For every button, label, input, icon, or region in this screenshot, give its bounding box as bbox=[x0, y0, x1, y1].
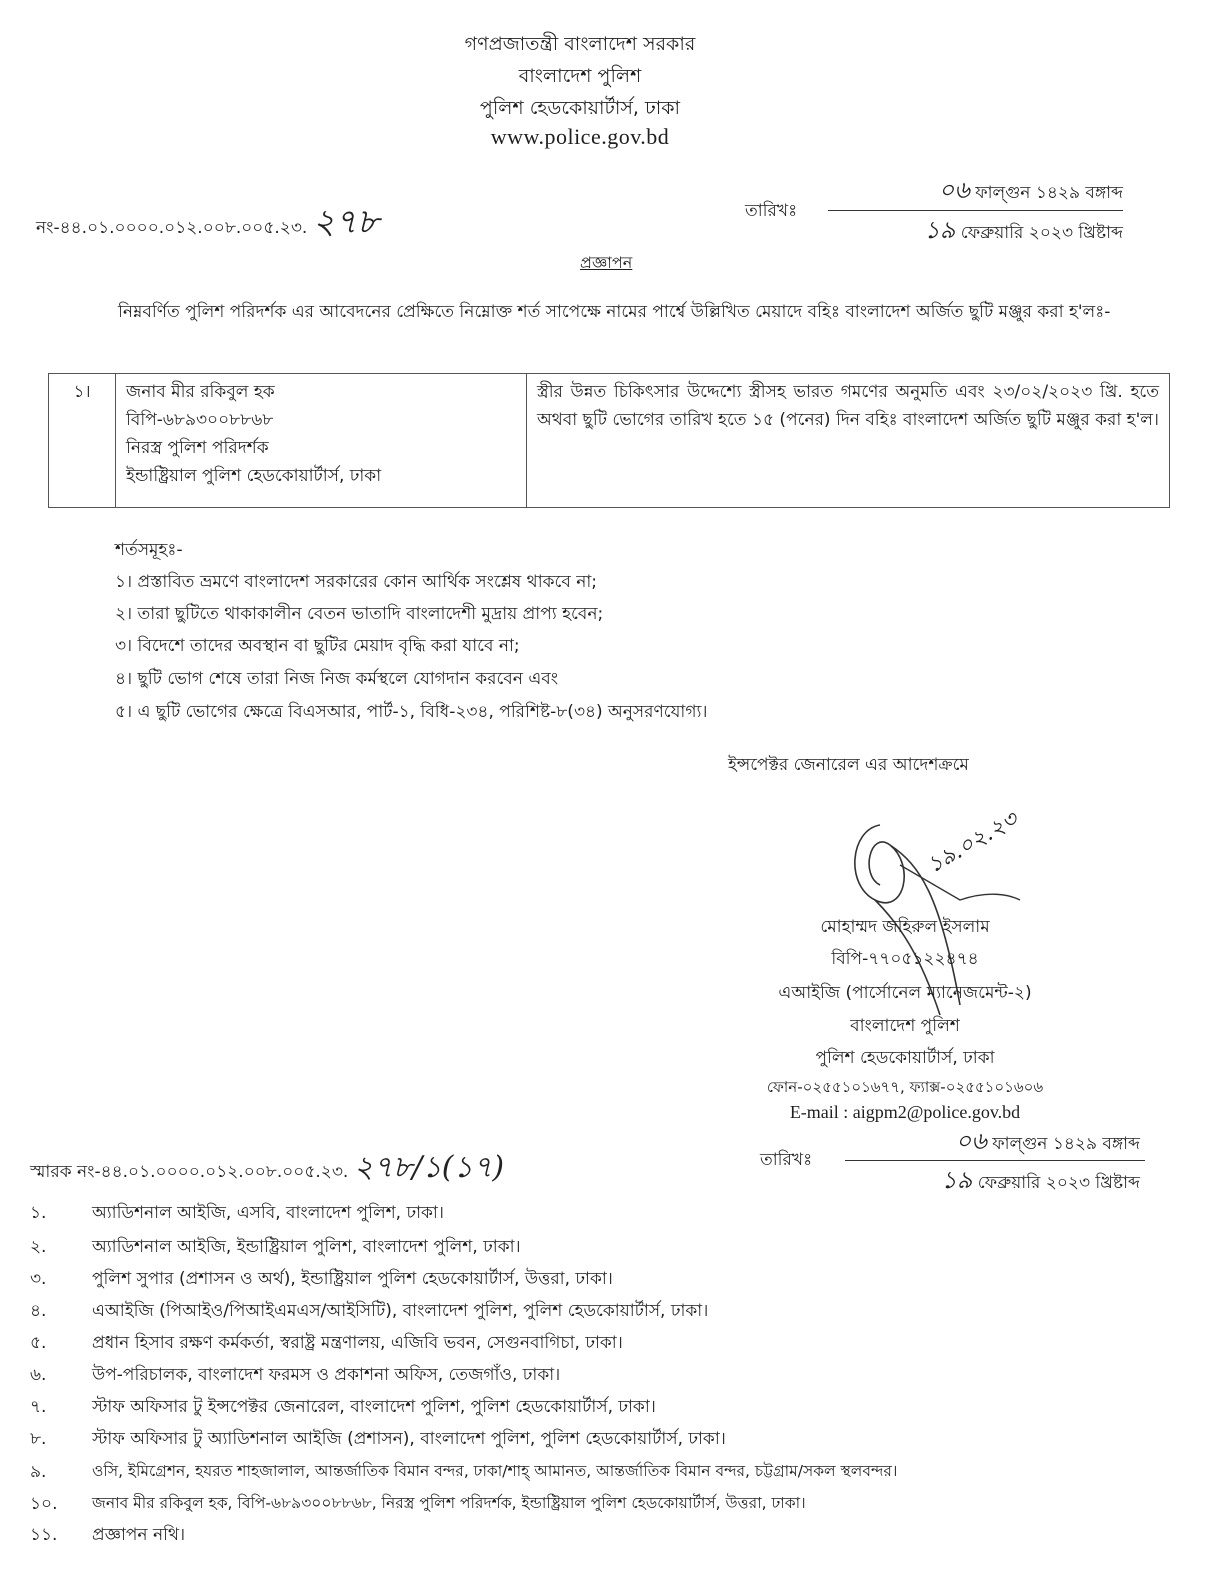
condition-item: ৫। এ ছুটি ভোগের ক্ষেত্রে বিএসআর, পার্ট-১, বিধি-২৩৪, পরিশিষ্ট-৮(৩৪) অনুসরণযোগ্য। bbox=[115, 702, 708, 722]
memo2-date-bangla bbox=[845, 1123, 1140, 1163]
memo-number bbox=[36, 196, 379, 253]
distribution-item: জনাব মীর রকিবুল হক, বিপি-৬৮৯৩০০৮৮৬৮, নিরস্ত্র পুলিশ পরিদর্শক, ইন্ডাষ্ট্রিয়াল পুলিশ হেডকোয়ার্টার্স, উত্তরা, ঢাকা। bbox=[92, 1494, 806, 1512]
date-divider bbox=[828, 210, 1123, 211]
signatory-designation: এআইজি (পার্সোনেল ম্যানেজমেন্ট-২) bbox=[778, 983, 1032, 1003]
distribution-item: ওসি, ইমিগ্রেশন, হযরত শাহজালাল, আন্তর্জাতিক বিমান বন্দর, ঢাকা/শাহ্ আমানত, আন্তর্জাতিক বিমান বন্দর, চট্টগ্রাম/সকল স্থলবন্দর। bbox=[92, 1462, 898, 1480]
header-org: বাংলাদেশ পুলিশ bbox=[518, 65, 642, 87]
memo2-number-prefix: স্মারক নং-৪৪.০১.০০০০.০১২.০০৮.০০৫.২৩. bbox=[30, 1162, 349, 1182]
distribution-number: ৪. bbox=[30, 1301, 47, 1321]
date-bangla-day: ০৬ bbox=[938, 176, 970, 204]
distribution-number: ১১. bbox=[30, 1525, 58, 1545]
distribution-item: উপ-পরিচালক, বাংলাদেশ ফরমস ও প্রকাশনা অফিস, তেজগাঁও, ঢাকা। bbox=[92, 1365, 561, 1385]
row-serial: ১। bbox=[49, 374, 116, 508]
distribution-number: ৮. bbox=[30, 1429, 47, 1449]
header-website[interactable]: www.police.gov.bd bbox=[490, 124, 670, 149]
condition-item: ৪। ছুটি ভোগ শেষে তারা নিজ নিজ কর্মস্থলে যোগদান করবেন এবং bbox=[115, 669, 559, 689]
memo2-date-bangla-rest: ফাল্গুন ১৪২৯ বঙ্গাব্দ bbox=[992, 1134, 1140, 1154]
distribution-number: ৭. bbox=[30, 1397, 47, 1417]
distribution-number: ৬. bbox=[30, 1365, 47, 1385]
header-government: গণপ্রজাতন্ত্রী বাংলাদেশ সরকার bbox=[464, 33, 696, 55]
distribution-item: এআইজি (পিআইও/পিআইএমএস/আইসিটি), বাংলাদেশ পুলিশ, পুলিশ হেডকোয়ার্টার্স, ঢাকা। bbox=[92, 1301, 709, 1321]
condition-item: ৩। বিদেশে তাদের অবস্থান বা ছুটির মেয়াদ বৃদ্ধি করা যাবে না; bbox=[115, 636, 520, 656]
person-bp: বিপি-৬৮৯৩০০৮৮৬৮ bbox=[126, 410, 274, 430]
person-name: জনাব মীর রকিবুল হক bbox=[126, 382, 275, 402]
memo2-number-handwritten: ২৭৮/১(১৭) bbox=[353, 1150, 505, 1185]
memo2-date-english bbox=[845, 1162, 1140, 1202]
memo2-date-english-rest: ফেব্রুয়ারি ২০২৩ খ্রিষ্টাব্দ bbox=[977, 1173, 1140, 1193]
memo2-number bbox=[30, 1143, 504, 1194]
distribution-number: ১. bbox=[30, 1203, 47, 1223]
memo2-date-english-day: ১৯ bbox=[941, 1166, 973, 1194]
distribution-item: স্টাফ অফিসার টু ইন্সপেক্টর জেনারেল, বাংলাদেশ পুলিশ, পুলিশ হেডকোয়ার্টার্স, ঢাকা। bbox=[92, 1397, 656, 1417]
distribution-item: প্রজ্ঞাপন নথি। bbox=[92, 1525, 186, 1545]
table-row bbox=[49, 374, 1170, 508]
document-title: প্রজ্ঞাপন bbox=[580, 253, 633, 272]
date-english-rest: ফেব্রুয়ারি ২০২৩ খ্রিষ্টাব্দ bbox=[960, 223, 1123, 243]
distribution-item: অ্যাডিশনাল আইজি, ইন্ডাষ্ট্রিয়াল পুলিশ, বাংলাদেশ পুলিশ, ঢাকা। bbox=[92, 1237, 521, 1257]
distribution-number: ২. bbox=[30, 1237, 47, 1257]
date-english-day: ১৯ bbox=[924, 216, 956, 244]
distribution-number: ১০. bbox=[30, 1494, 58, 1514]
distribution-number: ৫. bbox=[30, 1333, 47, 1353]
memo-number-prefix: নং-৪৪.০১.০০০০.০১২.০০৮.০০৫.২৩. bbox=[36, 218, 308, 238]
memo-number-handwritten: ২৭৮ bbox=[312, 202, 379, 242]
distribution-item: অ্যাডিশনাল আইজি, এসবি, বাংলাদেশ পুলিশ, ঢাকা। bbox=[92, 1203, 444, 1223]
date-label: তারিখঃ bbox=[745, 201, 798, 221]
intro-paragraph: নিম্নবর্ণিত পুলিশ পরিদর্শক এর আবেদনের প্রেক্ষিতে নিম্নোক্ত শর্ত সাপেক্ষে নামের পার্শ্বে উল্লিখিত মেয়াদে বহিঃ বাংলাদেশ অর্জিত ছুটি মঞ্জুর করা হ'লঃ- bbox=[118, 302, 1111, 322]
signatory-email[interactable]: E-mail : aigpm2@police.gov.bd bbox=[789, 1102, 1021, 1122]
memo2-date-bangla-day: ০৬ bbox=[955, 1127, 987, 1155]
signatory-phone-fax: ফোন-০২৫৫১০১৬৭৭, ফ্যাক্স-০২৫৫১০১৬০৬ bbox=[766, 1078, 1044, 1096]
person-designation: নিরস্ত্র পুলিশ পরিদর্শক bbox=[126, 438, 269, 458]
signatory-office: পুলিশ হেডকোয়ার্টার্স, ঢাকা bbox=[815, 1048, 995, 1068]
date-english bbox=[828, 212, 1123, 252]
order-line: ইন্সপেক্টর জেনারেল এর আদেশক্রমে bbox=[728, 755, 969, 775]
condition-item: ১। প্রস্তাবিত ভ্রমণে বাংলাদেশ সরকারের কোন আর্থিক সংশ্লেষ থাকবে না; bbox=[115, 572, 598, 592]
distribution-item: স্টাফ অফিসার টু অ্যাডিশনাল আইজি (প্রশাসন), বাংলাদেশ পুলিশ, পুলিশ হেডকোয়ার্টার্স, ঢাকা। bbox=[92, 1429, 726, 1449]
signatory-bp: বিপি-৭৭০৫১২২৪৭৪ bbox=[831, 949, 979, 969]
leave-table bbox=[48, 373, 1170, 508]
date-bangla-rest: ফাল্গুন ১৪২৯ বঙ্গাব্দ bbox=[975, 183, 1123, 203]
distribution-item: পুলিশ সুপার (প্রশাসন ও অর্থ), ইন্ডাষ্ট্রিয়াল পুলিশ হেডকোয়ার্টার্স, উত্তরা, ঢাকা। bbox=[92, 1269, 613, 1289]
memo2-date-label: তারিখঃ bbox=[760, 1150, 813, 1170]
distribution-item: প্রধান হিসাব রক্ষণ কর্মকর্তা, স্বরাষ্ট্র মন্ত্রণালয়, এজিবি ভবন, সেগুনবাগিচা, ঢাকা। bbox=[92, 1333, 623, 1353]
distribution-number: ৩. bbox=[30, 1269, 47, 1289]
conditions-heading: শর্তসমূহঃ- bbox=[115, 540, 183, 560]
date-bangla bbox=[828, 172, 1123, 212]
header-office: পুলিশ হেডকোয়ার্টার্স, ঢাকা bbox=[479, 97, 681, 119]
person-office: ইন্ডাষ্ট্রিয়াল পুলিশ হেডকোয়ার্টার্স, ঢাকা bbox=[126, 466, 382, 486]
row-person bbox=[116, 374, 527, 508]
signatory-name: মোহাম্মদ জহিরুল ইসলাম bbox=[820, 917, 990, 937]
condition-item: ২। তারা ছুটিতে থাকাকালীন বেতন ভাতাদি বাংলাদেশী মুদ্রায় প্রাপ্য হবেন; bbox=[115, 604, 604, 624]
signature-date: ১৯.০২.২৩ bbox=[923, 806, 1023, 879]
memo2-date-divider bbox=[845, 1160, 1145, 1161]
row-details: স্ত্রীর উন্নত চিকিৎসার উদ্দেশ্যে স্ত্রীসহ ভারত গমণের অনুমতি এবং ২৩/০২/২০২৩ খ্রি. হতে অথবা ছুটি ভোগের তারিখ হতে ১৫ (পনের) দিন বহিঃ বাংলাদেশ অর্জিত ছুটি মঞ্জুর করা হ'ল। bbox=[527, 374, 1170, 508]
signatory-org: বাংলাদেশ পুলিশ bbox=[850, 1016, 960, 1036]
distribution-number: ৯. bbox=[30, 1462, 47, 1482]
